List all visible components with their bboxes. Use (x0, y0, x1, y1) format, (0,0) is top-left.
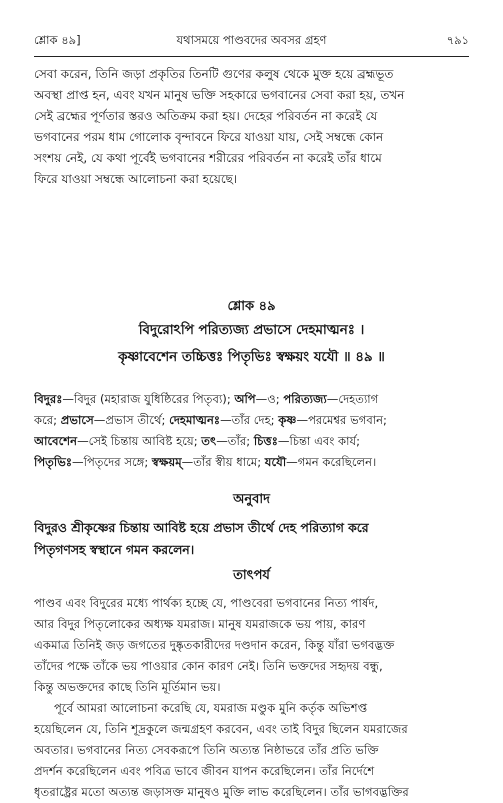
purport-line: আর বিদুর পিতৃলোকের অধ্যক্ষ যমরাজ। মানুষ যমরাজকে ভয় পায়, কারণ (34, 617, 366, 631)
text-line: ভগবানের পরম ধাম গোলোক বৃন্দাবনে ফিরে যাওয়া যায়, সেই সম্বন্ধে কোন (34, 130, 384, 144)
term-meaning: —গমন করেছিলেন। (286, 455, 377, 469)
verse-line-1: বিদুরোঽপি পরিত্যজ্য প্রভাসে দেহমাত্মনঃ । (138, 323, 365, 338)
translation-text (34, 517, 469, 561)
page-number: ৭৯১ (446, 33, 469, 47)
header-rule (34, 56, 469, 57)
purport-line: প্রদর্শন করেছিলেন এবং পবিত্র ভাবে জীবন যাপন করেছিলেন। তাঁর নির্দেশে (34, 764, 375, 778)
purport-line: অবতার। ভগবানের নিত্য সেবকরূপে তিনি অত্যন্ত নিষ্ঠাভরে তাঁর প্রতি ভক্তি (34, 743, 379, 757)
sanskrit-term: যযৌ (264, 455, 287, 469)
purport-line: তাঁদের পক্ষে তাঁকে ভয় পাওয়ার কোন কারণ নেই। তিনি ভক্তদের সহৃদয় বন্ধু, (34, 659, 383, 673)
sanskrit-term: দেহমাত্মনঃ (169, 413, 221, 427)
term-meaning: —সেই চিন্তায় আবিষ্ট হয়ে; (77, 434, 202, 448)
text-line: সংশয় নেই, যে কথা পূর্বেই ভগবানের শরীরের পরিবর্তন না করেই তাঁর ধামে (34, 151, 382, 165)
purport-heading: তাৎপর্য (233, 568, 270, 583)
translation-line: পিতৃগণসহ স্বস্থানে গমন করলেন। (34, 542, 195, 557)
translation-line: বিদুরও শ্রীকৃষ্ণের চিন্তায় আবিষ্ট হয়ে প্রভাস তীর্থে দেহ পরিত্যাগ করে (34, 520, 369, 535)
header-verse-ref: শ্লোক ৪৯] (34, 33, 81, 47)
preceding-purport-paragraph (34, 64, 469, 190)
running-header (34, 32, 469, 54)
purport-line: ধৃতরাষ্ট্রের মতো অত্যন্ত জড়াসক্ত মানুষও মুক্তি লাভ করেছিলেন। তাঁর ভাগবদ্ভক্তির (34, 785, 409, 799)
term-meaning: —তাঁর দেহ; (220, 413, 279, 427)
sanskrit-term: পরিত্যজ্য (283, 392, 327, 406)
translation-heading: অনুবাদ (233, 492, 270, 507)
term-meaning: —ও; (255, 392, 284, 406)
word-for-word-synonyms (34, 389, 469, 473)
text-line: অবস্থা প্রাপ্ত হন, এবং যখন মানুষ ভক্তি সহকারে ভগবানের সেবা করা হয়, তখন (34, 88, 405, 102)
synonym-line (34, 431, 469, 452)
sanskrit-term: অপি (234, 392, 256, 406)
sanskrit-term: পিতৃভিঃ (34, 455, 73, 469)
term-meaning: —তাঁর স্বীয় ধামে; (181, 455, 265, 469)
purport-line: পূর্বে আমরা আলোচনা করেছি যে, যমরাজ মণ্ডুক মুনি কর্তৃক অভিশপ্ত (54, 701, 368, 715)
text-line: ফিরে যাওয়া সম্বন্ধে আলোচনা করা হয়েছে। (34, 172, 238, 186)
term-meaning: —পরমেশ্বর ভগবান; (296, 413, 387, 427)
synonym-line (34, 389, 469, 410)
sanskrit-term: আবেশেন (34, 434, 78, 448)
term-meaning: —তাঁর; (216, 434, 254, 448)
sanskrit-term: তৎ (201, 434, 217, 448)
purport-line: পাণ্ডব এবং বিদুরের মধ্যে পার্থক্য হচ্ছে যে, পাণ্ডবেরা ভগবানের নিত্য পার্ষদ, (34, 596, 379, 610)
header-chapter-title: যথাসময়ে পাণ্ডবদের অবসর গ্রহণ (176, 33, 327, 47)
purport-line: একমাত্র তিনিই জড় জগতের দুষ্কৃতকারীদের দণ্ডদান করেন, কিন্তু যাঁরা ভগবদ্ভক্ত (34, 638, 395, 652)
sanskrit-term: প্রভাসে (60, 413, 94, 427)
purport-text (34, 593, 469, 803)
term-meaning: করে; (34, 413, 61, 427)
sanskrit-term: কৃষ্ণ (278, 413, 297, 427)
purport-line: কিন্তু অভক্তদের কাছে তিনি মূর্তিমান ভয়। (34, 680, 221, 694)
sanskrit-term: স্বক্ষয়ম্ (151, 455, 182, 469)
term-meaning: —পিতৃদের সঙ্গে; (72, 455, 152, 469)
purport-line: হয়েছিলেন যে, তিনি শূদ্রকুলে জন্মগ্রহণ করবেন, এবং তাই বিদুর ছিলেন যমরাজের (34, 722, 408, 736)
text-line: সেই ব্রহ্মের পূর্ণতার স্তরও অতিক্রম করা হয়। দেহের পরিবর্তন না করেই যে (34, 109, 378, 123)
sanskrit-term: বিদুরঃ (34, 392, 63, 406)
verse-line-2: কৃষ্ণাবেশেন তচ্চিত্তঃ পিতৃভিঃ স্বক্ষয়ং যযৌ ॥ ৪৯ ॥ (118, 350, 385, 365)
term-meaning: —প্রভাস তীর্থে; (93, 413, 170, 427)
sanskrit-term: চিত্তঃ (253, 434, 278, 448)
term-meaning: —দেহত্যাগ (326, 392, 379, 406)
verse-title: শ্লোক ৪৯ (227, 299, 276, 314)
text-line: সেবা করেন, তিনি জড়া প্রকৃতির তিনটি গুণের কলুষ থেকে মুক্ত হয়ে ব্রহ্মভূত (34, 67, 394, 81)
synonym-line (34, 410, 469, 431)
synonym-line (34, 452, 469, 473)
term-meaning: —চিন্তা এবং কার্য; (277, 434, 361, 448)
term-meaning: —বিদুর (মহারাজ যুধিষ্ঠিরের পিতৃব্য); (62, 392, 235, 406)
